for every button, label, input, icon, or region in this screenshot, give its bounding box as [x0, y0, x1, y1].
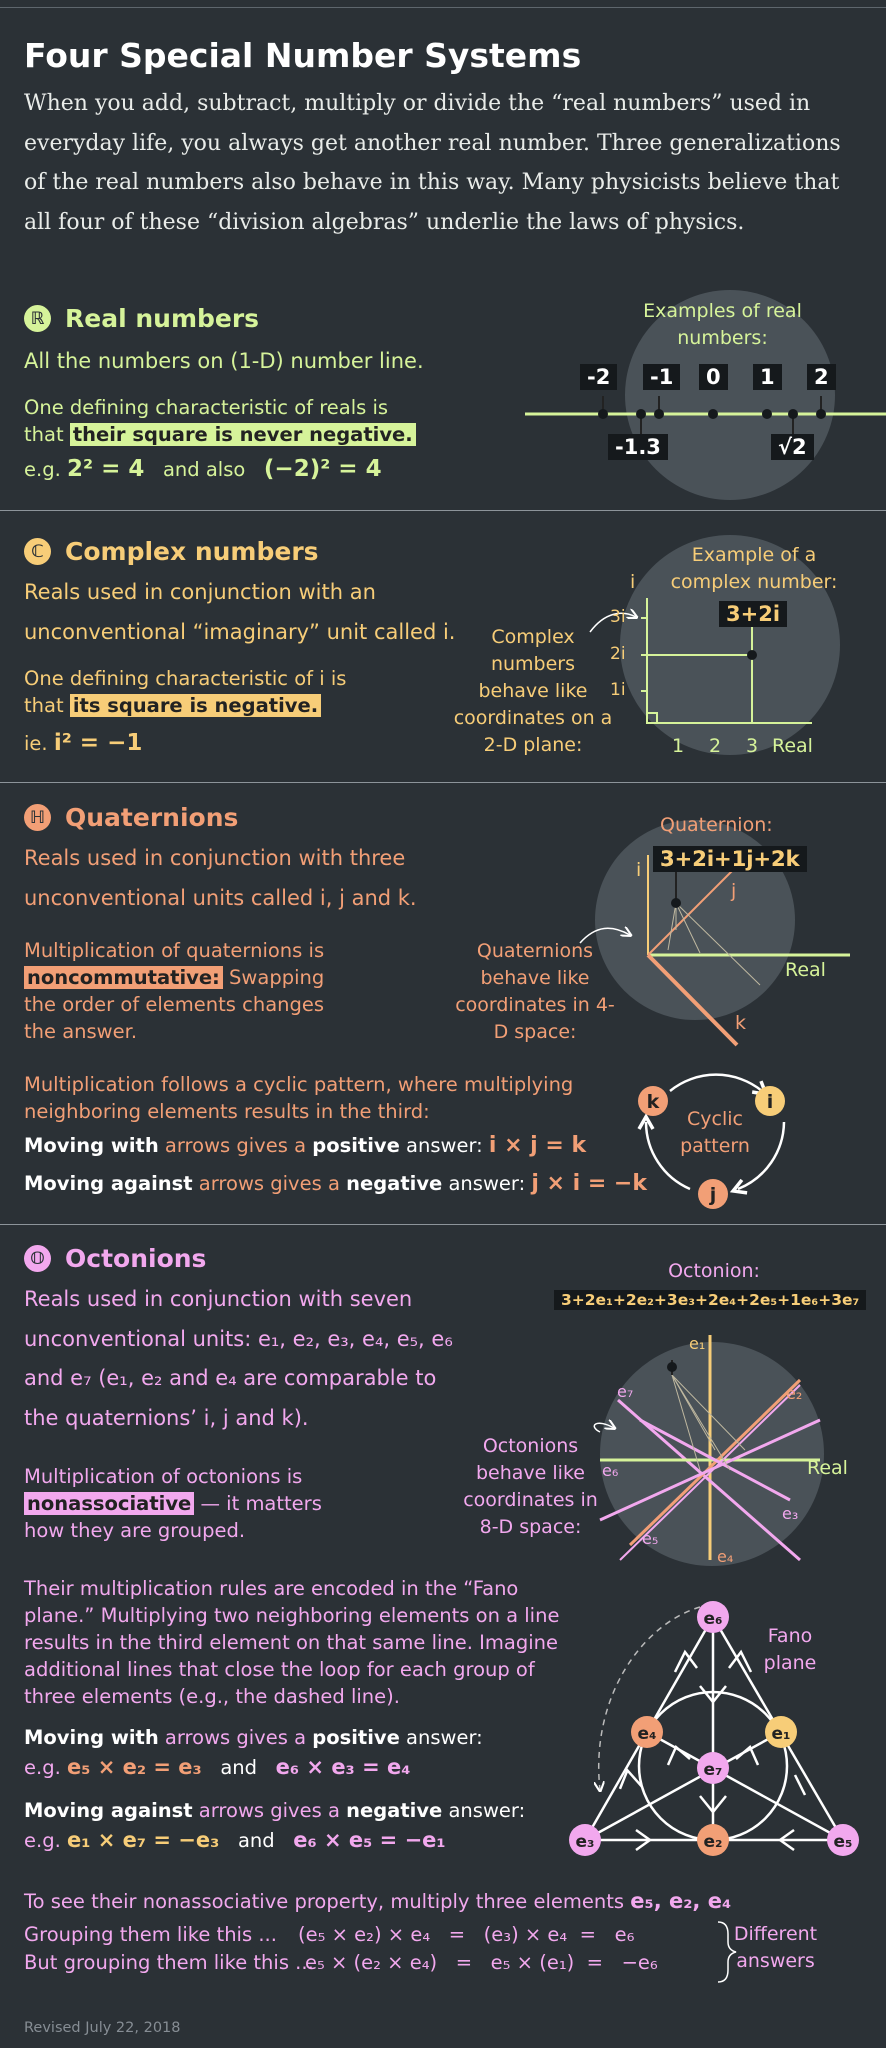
complex-diagram-label: Example of a complex number:: [670, 544, 838, 593]
complex-side-label: Complex numbers behave like coordinates on a 2-D plane:: [453, 626, 613, 756]
real-characteristic: One defining characteristic of reals is that their square is never negative.: [24, 394, 424, 448]
octonion-point: [667, 1362, 677, 1372]
fano-node-e4: [631, 1716, 663, 1748]
complex-xtick-3: 3: [746, 735, 759, 757]
complex-highlight: its square is negative.: [70, 694, 321, 717]
quaternion-axis-i: i: [636, 859, 642, 881]
svg-text:e₅: e₅: [833, 1832, 853, 1852]
fano-node-e6: [697, 1601, 729, 1633]
fano-node-e7: [697, 1752, 729, 1784]
svg-text:e₄: e₄: [637, 1724, 657, 1744]
octonion-desc: Reals used in conjunction with seven unconventional units: e₁, e₂, e₃, e₄, e₅, e₆ and e₇ (e₁, e₂ and e₄ are comparable to the quaternions’ i, j and k).: [24, 1287, 453, 1430]
complex-axis-i: i: [630, 571, 636, 593]
real-tick-1: 1: [753, 364, 782, 390]
fano-node-e3: [569, 1824, 601, 1856]
octonion-highlight: nonassociative: [24, 1492, 194, 1515]
complex-heading: [24, 537, 319, 566]
svg-text:e₇: e₇: [703, 1760, 723, 1780]
real-tick-neg1: -1: [643, 364, 680, 390]
fano-positive-rule: Moving with arrows gives a positive answer:: [24, 1726, 483, 1749]
svg-text:k: k: [646, 1091, 660, 1113]
fano-positive-example: e.g. e₅ × e₂ = e₃ and e₆ × e₃ = e₄: [24, 1755, 411, 1779]
octonion-axis-e3: e₃: [782, 1504, 799, 1523]
quaternion-example-box: 3+2i+1j+2k: [653, 846, 807, 872]
assoc-intro: To see their nonassociative property, multiply three elements e₅, e₂, e₄: [24, 1889, 732, 1913]
real-heading: [24, 304, 259, 333]
group2-expr: e₅ × (e₂ × e₄) = e₅ × (e₁) = −e₆: [305, 1951, 658, 1974]
complex-symbol-icon: ℂ: [24, 538, 51, 565]
real-symbol-icon: ℝ: [24, 305, 51, 332]
real-heading-text: Real numbers: [65, 304, 260, 333]
svg-text:e₆: e₆: [703, 1609, 723, 1629]
page-title: Four Special Number Systems: [24, 36, 582, 75]
quaternion-side-label: Quaternions behave like coordinates in 4-D space:: [455, 940, 615, 1043]
octonion-axis-e2: e₂: [786, 1384, 803, 1403]
quaternion-characteristic: Multiplication of quaternions is noncommutative: Swapping the order of elements changes the answer.: [24, 939, 325, 1043]
octonion-diagram-label: Octonion:: [668, 1260, 760, 1282]
real-tick-sqrt2: √2: [771, 434, 814, 460]
octonion-characteristic: Multiplication of octonions is nonassociative — it matters how they are grouped.: [24, 1465, 322, 1542]
fano-negative-example: e.g. e₁ × e₇ = −e₃ and e₆ × e₅ = −e₁: [24, 1828, 446, 1852]
fano-desc: Their multiplication rules are encoded in the “Fano plane.” Multiplying two neighboring elements on a line results in the third element on that same line. Imagine additional lines that close the loop for each group of three elements (e.g., the dashed line).: [24, 1577, 560, 1708]
svg-text:e₁: e₁: [771, 1724, 791, 1744]
fano-node-e2: [697, 1824, 729, 1856]
complex-ytick-1i: 1i: [610, 680, 626, 700]
divider-3: [0, 1224, 886, 1225]
complex-xtick-2: 2: [709, 735, 722, 757]
quaternion-positive-rule: Moving with arrows gives a positive answer: i × j = k: [24, 1133, 587, 1158]
divider-2: [0, 782, 886, 783]
octonion-side-label: Octonions behave like coordinates in 8-D space:: [463, 1435, 598, 1538]
octonion-heading: [24, 1244, 206, 1273]
intro-paragraph: When you add, subtract, multiply or divide the “real numbers” used in everyday life, you always get another real number. Three generalizations of the real numbers also behave in this way. Many physicists believe that all four of these “division algebras” underlie the laws of physics.: [24, 91, 841, 235]
revised-date: Revised July 22, 2018: [24, 2020, 181, 2036]
complex-example: ie. i² = −1: [24, 730, 143, 756]
divider-1: [0, 510, 886, 511]
complex-ytick-3i: 3i: [610, 607, 626, 627]
fano-arrows: [616, 1652, 805, 1850]
quaternion-negative-rule: Moving against arrows gives a negative answer: j × i = −k: [24, 1171, 647, 1196]
complex-desc: Reals used in conjunction with an unconventional “imaginary” unit called i.: [24, 580, 456, 644]
real-tick-neg2: -2: [580, 364, 617, 390]
complex-ytick-2i: 2i: [610, 644, 626, 664]
svg-text:e₂: e₂: [703, 1832, 723, 1852]
quaternion-diagram-label: Quaternion:: [660, 814, 773, 836]
group2-label: But grouping them like this ...: [24, 1951, 314, 1974]
quaternion-axis-real: Real: [785, 959, 826, 981]
octonion-axis-e6: e₆: [602, 1461, 619, 1480]
real-tick-neg1-3: -1.3: [608, 434, 668, 460]
real-example: e.g. 2² = 4 and also (−2)² = 4: [24, 456, 382, 482]
svg-text:j: j: [709, 1184, 717, 1206]
complex-xtick-1: 1: [672, 735, 685, 757]
group1-expr: (e₅ × e₂) × e₄ = (e₃) × e₄ = e₆: [298, 1923, 635, 1946]
cyclic-node-j: [698, 1179, 728, 1209]
real-tick-2: 2: [807, 364, 836, 390]
fano-plane-label: Fano plane: [763, 1625, 817, 1674]
complex-heading-text: Complex numbers: [65, 537, 319, 566]
octonion-axis-e1: e₁: [689, 1334, 706, 1353]
complex-characteristic: One defining characteristic of i is that its square is negative.: [24, 667, 347, 717]
octonion-symbol-icon: 𝕆: [24, 1245, 51, 1272]
octonion-axis-e7: e₇: [617, 1382, 634, 1401]
quaternion-axis-k: k: [735, 1012, 747, 1034]
quaternion-axis-j: j: [731, 880, 737, 902]
complex-point: [747, 650, 757, 660]
quaternion-heading-text: Quaternions: [65, 803, 239, 832]
octonion-axis-e4: e₄: [717, 1547, 734, 1566]
real-diagram-label: Examples of real numbers:: [643, 300, 802, 349]
complex-example-box: 3+2i: [719, 601, 787, 627]
quaternion-desc: Reals used in conjunction with three unconventional units called i, j and k.: [24, 846, 417, 910]
real-tick-0: 0: [699, 364, 728, 390]
group1-label: Grouping them like this ...: [24, 1923, 277, 1946]
quaternion-highlight: noncommutative:: [24, 966, 223, 989]
fano-node-e1: [765, 1716, 797, 1748]
quaternion-cyclic-desc: Multiplication follows a cyclic pattern, where multiplying neighboring elements results in the third:: [24, 1073, 574, 1123]
real-highlight: their square is never negative.: [70, 423, 416, 446]
octonion-axis-real: Real: [807, 1457, 848, 1479]
cyclic-node-k: [638, 1086, 668, 1116]
fano-node-e5: [827, 1824, 859, 1856]
octonion-disc: [600, 1342, 824, 1566]
fano-negative-rule: Moving against arrows gives a negative answer:: [24, 1799, 526, 1822]
cyclic-pattern-label: Cyclic pattern: [680, 1108, 750, 1157]
octonion-heading-text: Octonions: [65, 1244, 207, 1273]
quaternion-heading: [24, 803, 238, 832]
svg-text:i: i: [766, 1091, 774, 1113]
octonion-example-box: 3+2e₁+2e₂+3e₃+2e₄+2e₅+1e₆+3e₇: [554, 1290, 866, 1310]
different-answers-label: Different answers: [733, 1923, 818, 1972]
svg-text:e₃: e₃: [575, 1832, 595, 1852]
octonion-axis-e5: e₅: [642, 1529, 659, 1548]
quaternion-symbol-icon: ℍ: [24, 804, 51, 831]
real-desc: All the numbers on (1-D) number line.: [24, 349, 424, 373]
complex-axis-real: Real: [772, 735, 813, 757]
